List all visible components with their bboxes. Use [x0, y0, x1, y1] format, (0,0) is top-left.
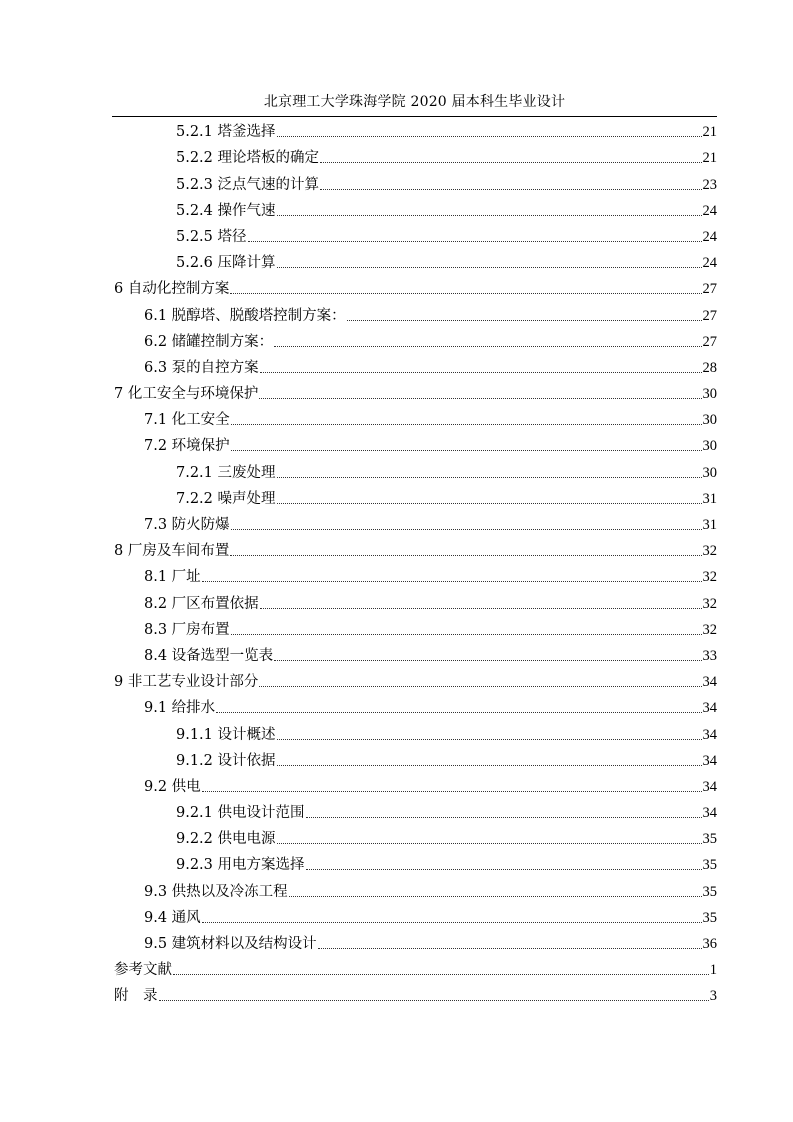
- toc-entry-page: 32: [702, 595, 717, 612]
- toc-entry[interactable]: [112, 798, 717, 824]
- dot-leader: [231, 529, 702, 530]
- dot-leader: [231, 634, 702, 635]
- toc-entry-title: 9.5 建筑材料以及结构设计: [144, 936, 317, 952]
- toc-entry[interactable]: [112, 536, 717, 562]
- dot-leader: [274, 346, 701, 347]
- toc-entry[interactable]: [112, 248, 717, 274]
- toc-entry[interactable]: [112, 641, 717, 667]
- toc-entry-title: 8.1 厂址: [144, 569, 201, 586]
- toc-entry-title: 9 非工艺专业设计部分: [114, 674, 259, 691]
- dot-leader: [306, 817, 702, 818]
- toc-entry-page: 34: [702, 778, 717, 795]
- toc-entry[interactable]: [112, 588, 717, 614]
- dot-leader: [277, 136, 702, 137]
- toc-entry[interactable]: [112, 824, 717, 850]
- dot-leader: [260, 372, 702, 373]
- toc-entry-page: 24: [702, 202, 717, 219]
- toc-entry-title: 7.2.1 三废处理: [176, 464, 276, 481]
- toc-entry-title: 9.2.3 用电方案选择: [176, 857, 305, 874]
- toc-entry-title: 9.2 供电: [144, 778, 201, 795]
- toc-entry-page: 32: [702, 543, 717, 560]
- toc-entry[interactable]: [112, 955, 717, 981]
- toc-entry-title: 9.4 通风: [144, 909, 201, 926]
- toc-entry-page: 30: [702, 464, 717, 481]
- dot-leader: [289, 896, 702, 897]
- toc-entry-title: 参考文献: [114, 962, 172, 979]
- toc-entry-page: 31: [702, 490, 717, 507]
- toc-entry[interactable]: [112, 484, 717, 510]
- toc-entry[interactable]: [112, 981, 717, 1007]
- toc-entry[interactable]: [112, 772, 717, 798]
- toc-entry-title: 9.3 供热以及冷冻工程: [144, 883, 288, 900]
- toc-entry[interactable]: [112, 457, 717, 483]
- toc-entry[interactable]: [112, 274, 717, 300]
- toc-entry[interactable]: [112, 353, 717, 379]
- page-header: 北京理工大学珠海学院 2020 届本科生毕业设计: [263, 94, 566, 110]
- dot-leader: [347, 320, 702, 321]
- toc-entry[interactable]: [112, 719, 717, 745]
- toc-entry[interactable]: [112, 615, 717, 641]
- dot-leader: [230, 293, 701, 294]
- dot-leader: [306, 869, 702, 870]
- toc-entry[interactable]: [112, 850, 717, 876]
- toc-entry-title: 8.2 厂区布置依据: [144, 595, 259, 612]
- toc-entry-title: 6.3 泵的自控方案: [144, 359, 259, 376]
- toc-entry[interactable]: [112, 431, 717, 457]
- toc-entry-page: 33: [702, 647, 717, 664]
- dot-leader: [202, 922, 702, 923]
- toc-entry-page: 27: [702, 333, 717, 350]
- toc-entry-title: 9.2.2 供电电源: [176, 831, 276, 848]
- toc-entry-page: 34: [702, 726, 717, 743]
- toc-entry-page: 35: [702, 883, 717, 900]
- dot-leader: [318, 948, 702, 949]
- toc-entry-title: 8.4 设备选型一览表: [144, 647, 274, 664]
- toc-entry-title: 5.2.4 操作气速: [176, 202, 276, 219]
- toc-entry-title: 9.2.1 供电设计范围: [176, 805, 305, 822]
- dot-leader: [277, 739, 702, 740]
- toc-entry-page: 34: [702, 674, 717, 691]
- toc-entry-page: 30: [702, 386, 717, 403]
- dot-leader: [259, 686, 701, 687]
- dot-leader: [320, 162, 701, 163]
- toc-entry-title: 7.1 化工安全: [144, 412, 230, 429]
- toc-entry-page: 31: [702, 517, 717, 533]
- toc-entry-title: 7.2 环境保护: [144, 438, 230, 455]
- toc-entry-title: 9.1.1 设计概述: [176, 726, 276, 743]
- dot-leader: [248, 241, 702, 242]
- dot-leader: [159, 1000, 709, 1001]
- toc-entry-title: 5.2.2 理论塔板的确定: [176, 150, 320, 167]
- toc-entry-title: 9.1 给排水: [144, 700, 216, 717]
- toc-entry-title: 8.3 厂房布置: [144, 621, 230, 638]
- toc-entry[interactable]: [112, 196, 717, 222]
- toc-entry-page: 36: [702, 936, 717, 952]
- toc-entry-title: 9.1.2 设计依据: [176, 752, 276, 769]
- toc-entry[interactable]: [112, 562, 717, 588]
- toc-entry-page: 34: [702, 752, 717, 769]
- toc-entry-title: 8 厂房及车间布置: [114, 543, 230, 560]
- dot-leader: [202, 791, 702, 792]
- toc-entry-page: 24: [702, 255, 717, 272]
- toc-entry-title: 5.2.6 压降计算: [176, 255, 276, 272]
- toc-entry-page: 35: [702, 831, 717, 848]
- dot-leader: [260, 608, 702, 609]
- dot-leader: [231, 450, 702, 451]
- dot-leader: [277, 477, 702, 478]
- toc-entry-page: 35: [702, 857, 717, 874]
- toc-entry-title: 5.2.3 泛点气速的计算: [176, 176, 320, 193]
- table-of-contents: [112, 117, 717, 1007]
- toc-entry-title: 7 化工安全与环境保护: [114, 386, 259, 403]
- toc-entry-title: 7.3 防火防爆: [144, 517, 230, 533]
- dot-leader: [277, 503, 702, 504]
- dot-leader: [277, 765, 702, 766]
- toc-entry[interactable]: [112, 300, 717, 326]
- toc-entry-title: 5.2.1 塔釜选择: [176, 124, 276, 141]
- toc-entry-page: 35: [702, 909, 717, 926]
- dot-leader: [231, 424, 702, 425]
- toc-entry[interactable]: [112, 929, 717, 955]
- toc-entry-page: 21: [702, 150, 717, 167]
- toc-entry-page: 23: [702, 176, 717, 193]
- toc-entry-title: 6.1 脱醇塔、脱酸塔控制方案：: [144, 307, 346, 324]
- toc-entry[interactable]: [112, 117, 717, 143]
- toc-entry-page: 1: [709, 962, 717, 979]
- toc-entry[interactable]: [112, 169, 717, 195]
- toc-entry[interactable]: [112, 876, 717, 902]
- toc-entry-title: 6 自动化控制方案: [114, 281, 230, 298]
- toc-entry[interactable]: [112, 746, 717, 772]
- toc-entry-page: 30: [702, 438, 717, 455]
- dot-leader: [259, 398, 701, 399]
- toc-entry[interactable]: [112, 667, 717, 693]
- toc-entry[interactable]: [112, 379, 717, 405]
- toc-entry-page: 21: [702, 124, 717, 141]
- dot-leader: [173, 974, 709, 975]
- toc-entry-page: 34: [702, 700, 717, 717]
- toc-entry[interactable]: [112, 693, 717, 719]
- toc-entry-title: 5.2.5 塔径: [176, 228, 247, 245]
- toc-entry[interactable]: [112, 510, 717, 536]
- toc-entry-page: 28: [702, 359, 717, 376]
- dot-leader: [320, 189, 701, 190]
- toc-entry[interactable]: [112, 143, 717, 169]
- dot-leader: [274, 660, 701, 661]
- toc-entry-page: 30: [702, 412, 717, 429]
- toc-entry[interactable]: [112, 405, 717, 431]
- toc-entry-page: 27: [702, 281, 717, 298]
- toc-entry-page: 34: [702, 805, 717, 822]
- toc-entry-title: 7.2.2 噪声处理: [176, 490, 276, 507]
- dot-leader: [230, 555, 701, 556]
- toc-entry-page: 27: [702, 307, 717, 324]
- toc-entry-title: 附 录: [114, 988, 158, 1005]
- toc-entry[interactable]: [112, 222, 717, 248]
- toc-entry-title: 6.2 储罐控制方案：: [144, 333, 274, 350]
- dot-leader: [216, 712, 701, 713]
- dot-leader: [277, 215, 702, 216]
- dot-leader: [277, 843, 702, 844]
- dot-leader: [277, 267, 702, 268]
- toc-entry-page: 32: [702, 621, 717, 638]
- toc-entry[interactable]: [112, 903, 717, 929]
- toc-entry-page: 24: [702, 228, 717, 245]
- toc-entry-page: 3: [709, 988, 717, 1005]
- dot-leader: [202, 581, 702, 582]
- toc-entry-page: 32: [702, 569, 717, 586]
- toc-entry[interactable]: [112, 327, 717, 353]
